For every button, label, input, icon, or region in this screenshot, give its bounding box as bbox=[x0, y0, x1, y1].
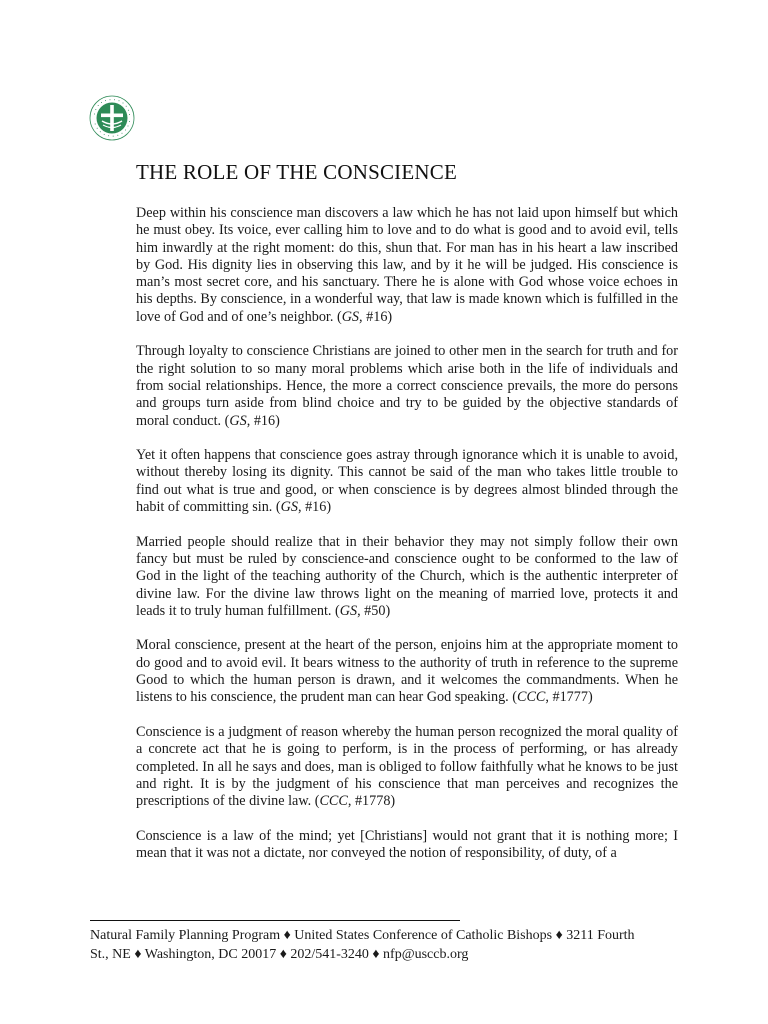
paragraph: Married people should realize that in their behavior they may not simply follow their own fancy but must be ruled by conscience-and conscience ought to be conformed to the law of God in the light of the teaching authority of the Church, which is the authentic interpreter of divine law. For the divine law throws light on the meaning of married love, protects it and leads it to truly human fulfillment. (GS, #50) bbox=[136, 533, 678, 619]
paragraph: Moral conscience, present at the heart of the person, enjoins him at the appropriate moment to do good and to avoid evil. It bears witness to the authority of truth in reference to the supreme Good to which the human person is drawn, and it welcomes the commandments. When he listens to his conscience, the prudent man can hear God speaking. (CCC, #1777) bbox=[136, 637, 678, 706]
footer-line-2: St., NE ♦ Washington, DC 20017 ♦ 202/541-3240 ♦ nfp@usccb.org bbox=[90, 947, 469, 962]
paragraph: Conscience is a judgment of reason whereby the human person recognized the moral quality of a concrete act that he is going to perform, is in the process of performing, or has already completed. In all he says and does, man is obliged to follow faithfully what he knows to be just and right. It is by the judgment of his conscience that man perceives and recognizes the prescriptions of the divine law. (CCC, #1778) bbox=[136, 723, 678, 810]
paragraph: Conscience is a law of the mind; yet [Christians] would not grant that it is nothing more; I mean that it was not a dictate, nor conveyed the notion of responsibility, of duty, of a bbox=[136, 827, 678, 861]
paragraph: Deep within his conscience man discovers a law which he has not laid upon himself but which he must obey. Its voice, ever calling him to love and to do what is good and to avoid evil, tells him inwardly at the right moment: do this, shun that. For man has in his heart a law inscribed by God. His dignity lies in observing this law, and by it he will be judged. His conscience is man’s most secret core, and his sanctuary. There he is alone with God whose voice echoes in his depths. By conscience, in a wonderful way, that law is made known which is fulfilled in the love of God and of one’s neighbor. (GS, #16) bbox=[136, 205, 678, 325]
footer-divider bbox=[90, 920, 460, 921]
page-title: THE ROLE OF THE CONSCIENCE bbox=[136, 160, 457, 184]
paragraph: Yet it often happens that conscience goes astray through ignorance which it is unable to avoid, without thereby losing its dignity. This cannot be said of the man who takes little trouble to find out what is true and good, or when conscience is by degrees almost blinded through the habit of committing sin. (GS, #16) bbox=[136, 447, 678, 516]
document-body bbox=[136, 205, 678, 862]
footer-line-1: Natural Family Planning Program ♦ United States Conference of Catholic Bishops ♦ 3211 Fourth bbox=[90, 928, 635, 943]
paragraph: Through loyalty to conscience Christians are joined to other men in the search for truth and for the right solution to so many moral problems which arise both in the life of individuals and from social relationships. Hence, the more a correct conscience prevails, the more do persons and groups turn aside from blind choice and try to be guided by the objective standards of moral conduct. (GS, #16) bbox=[136, 343, 678, 429]
footer bbox=[90, 926, 680, 964]
usccb-logo-icon bbox=[88, 94, 136, 142]
